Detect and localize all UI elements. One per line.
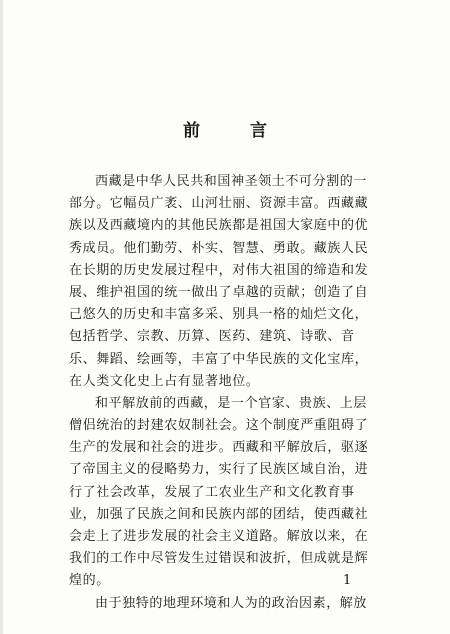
- text-line: 行了社会改革，发展了工农业生产和文化教育事: [69, 484, 355, 500]
- text-line: 部分。它幅员广袤、山河壮丽、资源丰富。西藏藏: [69, 196, 369, 212]
- scan-edge: [0, 0, 3, 634]
- text-line: 己悠久的历史和丰富多采、别具一格的灿烂文化，: [69, 307, 369, 323]
- text-line: 秀成员。他们勤劳、朴实、智慧、勇敢。藏族人民: [69, 240, 369, 256]
- page-title: 前 言: [183, 121, 289, 141]
- body-text: [69, 171, 369, 615]
- text-line: 煌的。: [69, 573, 110, 589]
- text-line: 西藏是中华人民共和国神圣领土不可分割的一: [95, 174, 368, 189]
- text-line: 我们的工作中尽管发生过错误和波折，但成就是辉: [69, 551, 369, 567]
- text-line: 族以及西藏境内的其他民族都是祖国大家庭中的优: [69, 218, 369, 234]
- text-line: 在长期的历史发展过程中，对伟大祖国的缔造和发: [69, 262, 369, 278]
- text-line: 生产的发展和社会的进步。西藏和平解放后，驱逐: [69, 440, 369, 456]
- text-line: 在人类文化史上占有显著地位。: [69, 373, 260, 389]
- text-line: 由于独特的地理环境和人为的政治因素，解放: [95, 595, 368, 611]
- text-line: 业，加强了民族之间和民族内部的团结，使西藏社: [69, 506, 369, 522]
- text-line: 和平解放前的西藏，是一个官家、贵族、上层: [95, 395, 368, 411]
- page-number: 1: [343, 573, 352, 588]
- text-line: 包括哲学、宗教、历算、医药、建筑、诗歌、音: [69, 329, 355, 345]
- text-line: 乐、舞蹈、绘画等，丰富了中华民族的文化宝库，: [69, 351, 369, 367]
- text-line: 展、维护祖国的统一做出了卓越的贡献；创造了自: [69, 284, 369, 300]
- text-line: 会走上了进步发展的社会主义道路。解放以来，在: [69, 529, 369, 544]
- text-line: 了帝国主义的侵略势力，实行了民族区域自治，进: [69, 462, 369, 478]
- text-line: 僧侣统治的封建农奴制社会。这个制度严重阻碍了: [69, 418, 369, 434]
